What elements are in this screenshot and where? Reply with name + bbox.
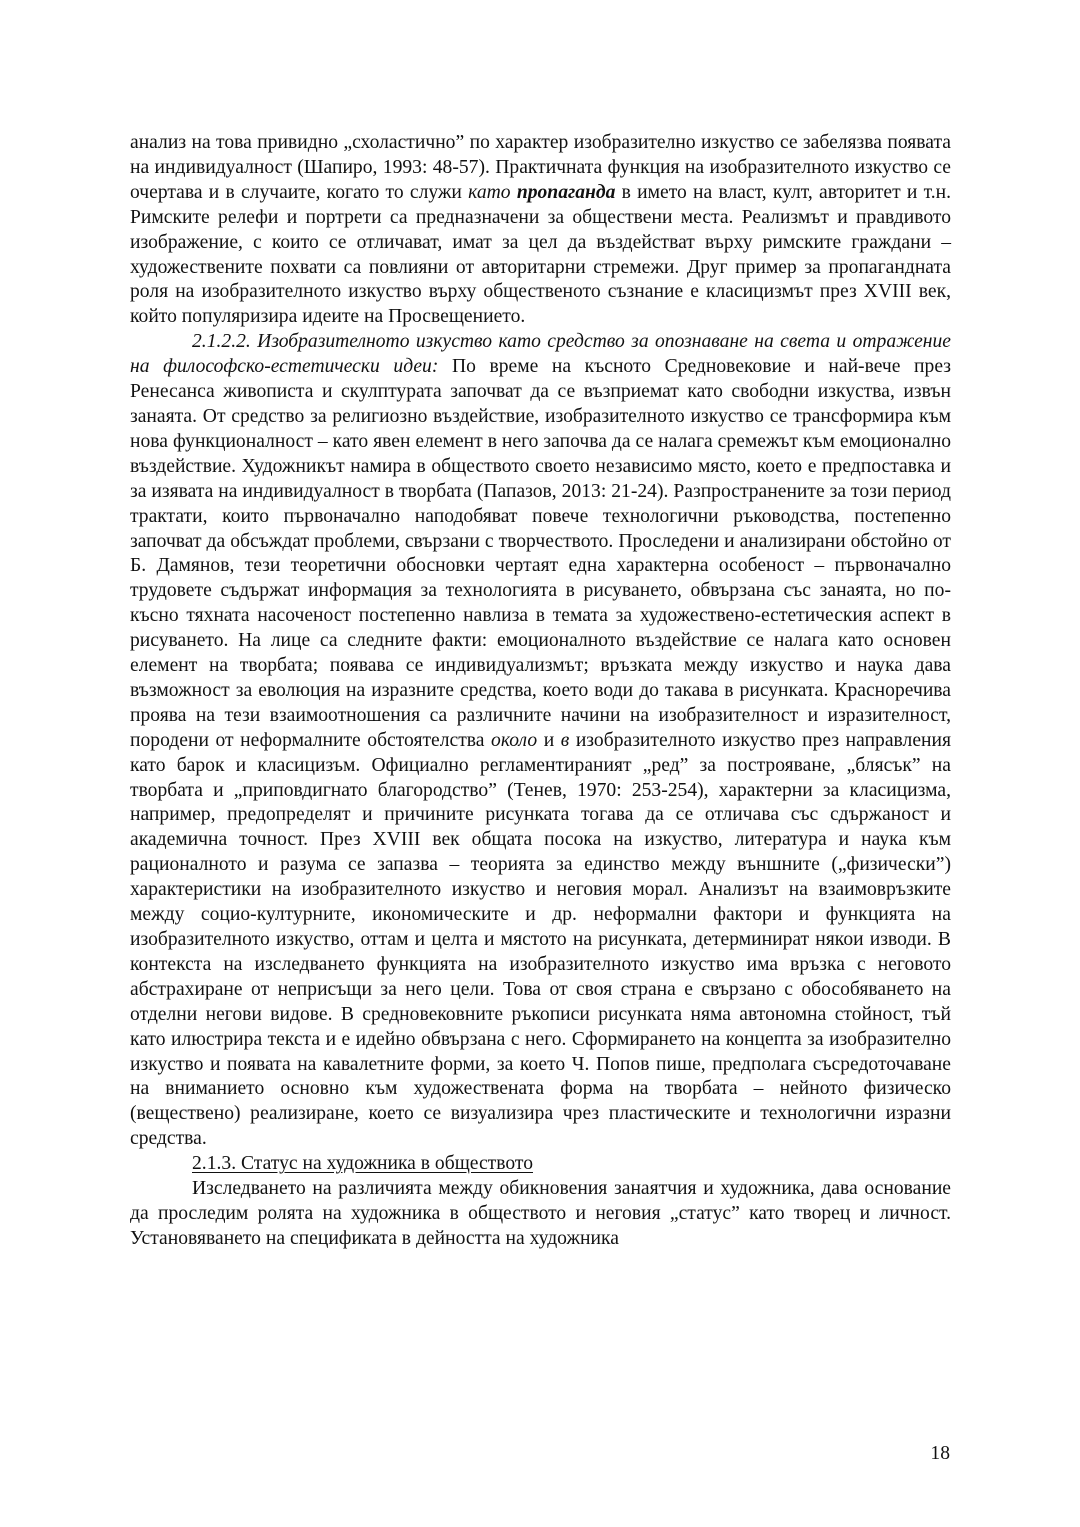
- body-text: [130, 131, 951, 1252]
- text-run: в: [560, 729, 570, 751]
- text-run: около: [491, 729, 538, 751]
- text-run: 2.1.2.2. Изобразителното изкуство като средство за опознаване на света и отражение на философско-естетически идеи:: [130, 331, 951, 378]
- text-run: в името на власт, култ, авторитет и т.н. Римските релефи и портрети са предназначени за обществени места. Реализмът и правдивото изображение, с които се отличават, имат за цел да въздействат върху римските граждани – художествените похвати са повлияни от авторитарни стремежи. Друг пример за пропагандната роля на изобразителното изкуство върху общественото съзнание е класицизмът през XVIII век, който популяризира идеите на Просвещението.: [130, 181, 951, 328]
- text-run: пропаганда: [516, 181, 616, 203]
- text-run: и: [537, 729, 561, 751]
- paragraph-2: [130, 330, 951, 1152]
- paragraph-1: [130, 131, 951, 330]
- paragraph-3: Изследването на различията между обикновения занаятчия и художника, дава основание да проследим ролята на художника в обществото и неговия „статус” като творец и личност. Установяването на спецификата в дейността на художника: [130, 1178, 951, 1249]
- section-heading-text: 2.1.3. Статус на художника в обществото: [192, 1153, 533, 1175]
- page-number: 18: [930, 1443, 950, 1464]
- text-run: изобразителното изкуство през направления като барок и класицизъм. Официално регламентираният „ред” за построяване, „блясък” на творбата и „приповдигнато благородство” (Тенев, 1970: 253-254), характерни за класицизма, например, предопределят и причините рисунката тогава да се отличава със сдържаност и академична точност. През XVIII век общата посока на изкуство, литература и наука към рационалното и разума се запазва – теорията за единство между външните („физически”) характеристики на изобразителното изкуство и неговия морал. Анализът на взаимовръзките между социо-културните, икономическите и др. неформални фактори и функцията на изобразителното изкуство, оттам и целта и мястото на рисунката, детерминират някои изводи. В контекста на изследването функцията на изобразителното изкуство има връзка с неговото абстрахиране от неприсъщи за него цели. Това от своя страна е свързано с обособяването на отделни негови видове. В средновековните ръкописи рисунката няма автономна стойност, тъй като илюстрира текста и е идейно обвързана с него. Сформирането на концепта за изобразително изкуство и появата на кавалетните форми, за което Ч. Попов пише, предполага съсредоточаване на вниманието основно към художествената форма на творбата – нейното физическо (веществено) реализиране, което се визуализира чрез пластическите и технологични изразни средства.: [130, 729, 952, 1150]
- section-heading: [130, 1152, 951, 1177]
- text-run: като: [468, 181, 517, 203]
- text-run: анализ на това привидно „схоластично” по характер изобразително изкуство се забелязва появата на индивидуалност (Шапиро, 1993: 48-57). Практичната функция на изобразителното изкуство се очертава и в случаите, когато то служи: [130, 132, 951, 203]
- text-run: По време на късното Средновековие и най-вече през Ренесанса живописта и скулптурата започват да се възприемат като свободни изкуства, извън занаята. От средство за религиозно въздействие, изобразителното изкуство се трансформира към нова функционалност – като явен елемент в него започва да се налага сремежът към емоционално въздействие. Художникът намира в обществото своето независимо място, което е предпоставка и за изявата на индивидуалност в творбата (Папазов, 2013: 21-24). Разпространените за този период трактати, които първоначално наподобяват повече технологични ръководства, постепенно започват да обсъждат проблеми, свързани с творчеството. Проследени и анализирани обстойно от Б. Дамянов, тези теоретични обосновки чертаят една характерна особеност – първоначално трудовете съдържат информация за технологията в рисуването, обвързана със занаята, но по-късно тяхната насоченост постепенно навлиза в темата за художествено-естетическия аспект в рисуването. На лице са следните факти: емоционалното въздействие се налага като основен елемент на творбата; появава се индивидуализмът; връзката между изкуство и наука дава възможност за еволюция на изразните средства, което води до такава в рисунката. Красноречива проява на тези взаимоотношения са различните начини на изобразителност и изразителност, породени от неформалните обстоятелства: [130, 356, 951, 751]
